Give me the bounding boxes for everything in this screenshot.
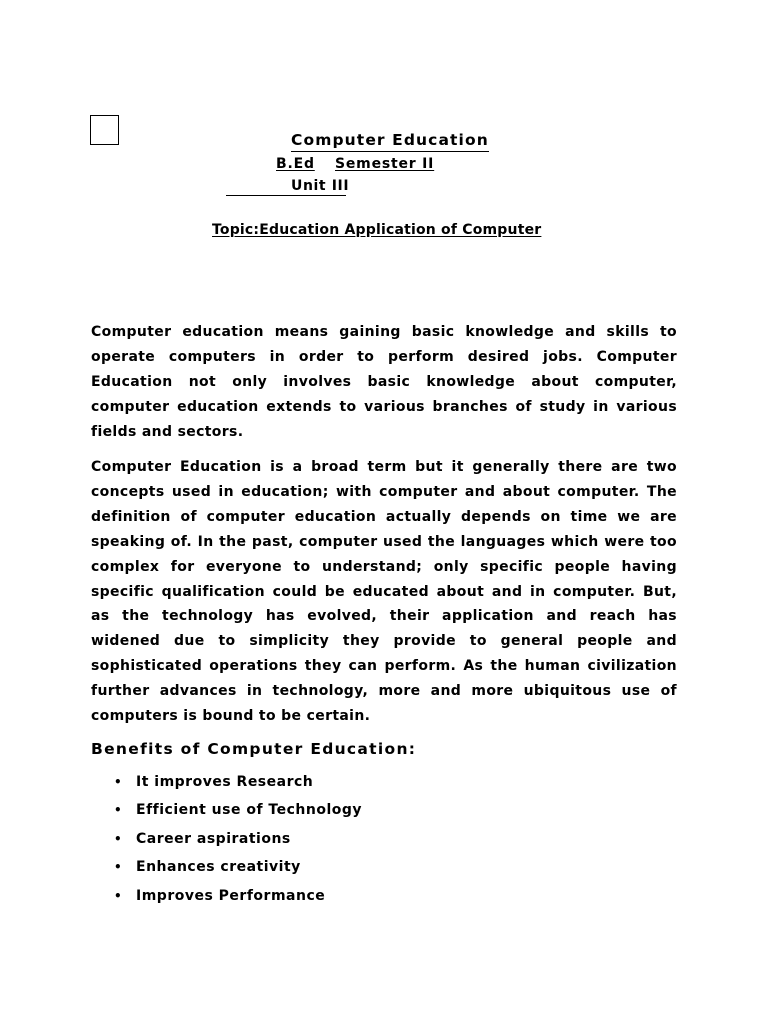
unit-label: Unit III [291, 178, 350, 194]
benefits-heading: Benefits of Computer Education: [91, 740, 417, 758]
course-label: B.Ed [276, 156, 315, 172]
benefits-list [91, 770, 362, 912]
paragraph-concepts: Computer Education is a broad term but it generally there are two concepts used in education; with computer and about computer. The definition of computer education actually depends on time we are speaking of. In the past, computer used the languages which were too complex for everyone to understand; only specific people having specific qualification could be educated about and in computer. But, as the technology has evolved, their application and reach has widened due to simplicity they provide to general people and sophisticated operations they can perform. As the human civilization further advances in technology, more and more ubiquitous use of computers is bound to be certain. [91, 459, 677, 725]
bullet-icon: • [114, 803, 123, 818]
list-item-text: Improves Performance [136, 887, 326, 904]
bullet-icon: • [114, 888, 123, 903]
paragraph-intro: Computer education means gaining basic knowledge and skills to operate computers in order to perform desired jobs. Computer Education not only involves basic knowledge about computer, computer education extends to various branches of study in various fields and sectors. [91, 324, 677, 440]
bullet-icon: • [114, 775, 123, 789]
topic-heading: Topic:Education Application of Computer [212, 222, 542, 238]
empty-box [90, 115, 119, 145]
document-title: Computer Education [291, 131, 489, 152]
bullet-icon: • [114, 860, 123, 875]
semester-label: Semester II [335, 156, 435, 172]
list-item [91, 770, 362, 798]
list-item [91, 855, 362, 883]
list-item-text: Efficient use of Technology [136, 802, 363, 819]
list-item-text: Enhances creativity [136, 859, 301, 876]
bullet-icon: • [114, 831, 123, 846]
list-item-text: It improves Research [136, 774, 314, 790]
list-item [91, 798, 362, 826]
list-item [91, 884, 362, 912]
list-item-text: Career aspirations [136, 830, 291, 847]
list-item [91, 827, 362, 855]
